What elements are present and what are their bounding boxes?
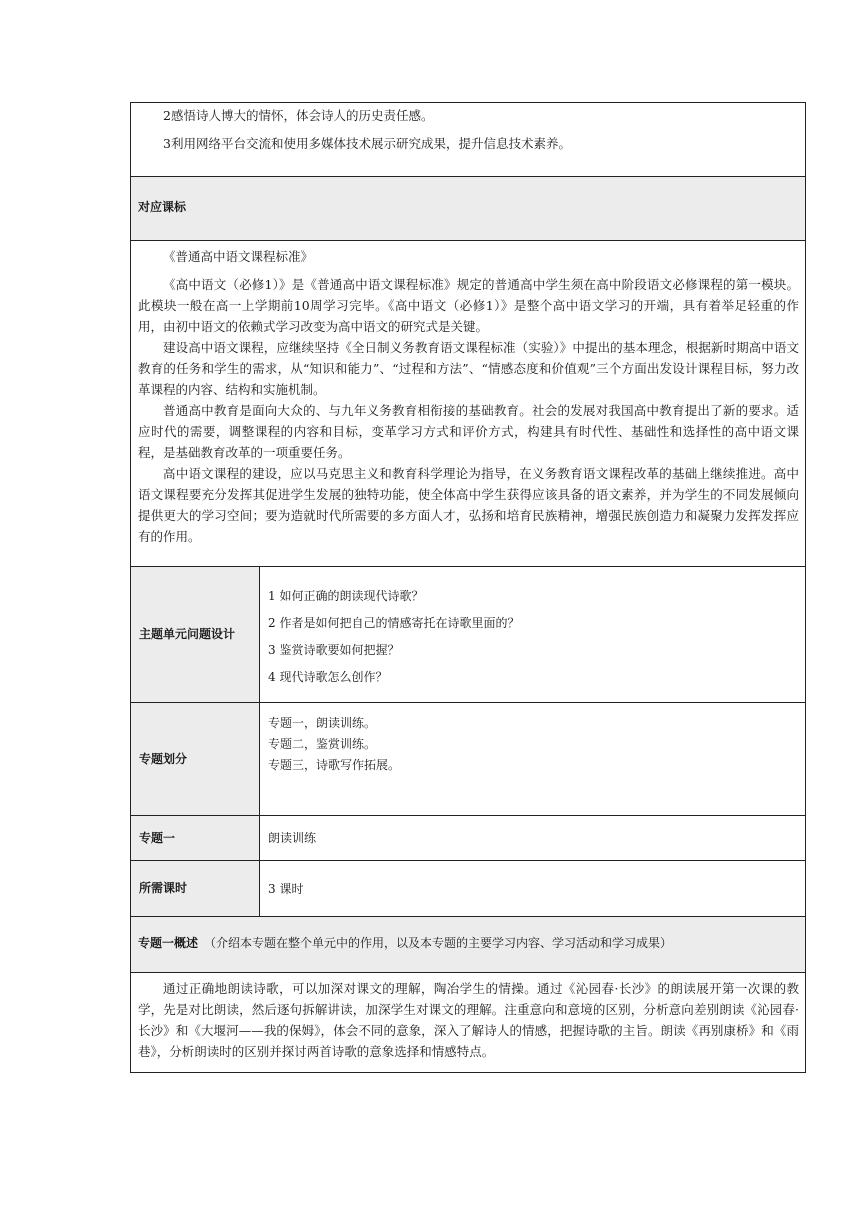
standards-content-row — [131, 241, 806, 567]
standards-paragraph: 普通高中教育是面向大众的、与九年义务教育相衔接的基础教育。社会的发展对我国高中教育提出了新的要求。适应时代的需要，调整课程的内容和目标，变革学习方式和评价方式，构建具有时代性、基础性和选择性的高中语文课程，是基础教育改革的一项重要任务。 — [138, 403, 799, 460]
overview-text-cell — [131, 973, 805, 1072]
overview-note: （介绍本专题在整个单元中的作用，以及本专题的主要学习内容、学习活动和学习成果） — [204, 936, 673, 950]
overview-text-row — [131, 973, 806, 1073]
lesson-plan-table — [130, 102, 806, 1073]
topic-one-row — [131, 816, 806, 861]
overview-header — [131, 917, 805, 972]
hours-value: 3 课时 — [268, 881, 304, 896]
topic-one-label: 专题一 — [131, 816, 260, 860]
standards-header: 对应课标 — [138, 200, 187, 214]
topic-item: 专题二，鉴赏训练。 — [268, 737, 377, 751]
goals-row — [131, 103, 806, 177]
standards-title: 《普通高中语文课程标准》 — [163, 249, 314, 264]
question-item: 3 鉴赏诗歌要如何把握？ — [268, 643, 400, 657]
standards-paragraph: 高中语文课程的建设，应以马克思主义和教育科学理论为指导，在义务教育语文课程改革的基础上继续推进。高中语文课程要充分发挥其促进学生发展的独特功能，使全体高中学生获得应该具备的语文素养，并为学生的不同发展倾向提供更大的学习空间；要为造就时代所需要的多方面人才，弘扬和培育民族精神，增强民族创造力和凝聚力发挥发挥应有的作用。 — [138, 466, 799, 544]
topic-item: 专题一，朗读训练。 — [268, 716, 377, 730]
hours-row — [131, 861, 806, 917]
theme-questions-label: 主题单元问题设计 — [131, 567, 260, 702]
overview-label: 专题一概述 — [138, 936, 199, 950]
question-item: 2 作者是如何把自己的情感寄托在诗歌里面的？ — [268, 616, 520, 630]
topic-item: 专题三，诗歌写作拓展。 — [268, 758, 401, 772]
hours-label: 所需课时 — [131, 861, 260, 916]
goal-item: 3利用网络平台交流和使用多媒体技术展示研究成果，提升信息技术素养。 — [163, 136, 571, 151]
topics-row — [131, 703, 806, 816]
standards-paragraph: 《高中语文（必修1）》是《普通高中语文课程标准》规定的普通高中学生须在高中阶段语文必修课程的第一模块。此模块一般在高一上学期前10周学习完毕。《高中语文（必修1）》是整个高中语文学习的开端，具有着举足轻重的作用，由初中语文的依赖式学习改变为高中语文的研究式是关键。 — [138, 277, 799, 334]
standards-paragraph: 建设高中语文课程，应继续坚持《全日制义务教育语文课程标准（实验）》中提出的基本理念，根据新时期高中语文教育的任务和学生的需求，从“知识和能力”、“过程和方法”、“情感态度和价值观”三个方面出发设计课程目标，努力改革课程的内容、结构和实施机制。 — [138, 340, 799, 397]
overview-header-row — [131, 917, 806, 973]
theme-questions-list — [260, 567, 805, 702]
topics-label: 专题划分 — [131, 703, 260, 815]
question-item: 4 现代诗歌怎么创作？ — [268, 670, 388, 684]
topics-list — [260, 703, 805, 815]
topic-one-value: 朗读训练 — [268, 831, 317, 845]
standards-header-row — [131, 177, 806, 241]
overview-text: 通过正确地朗读诗歌，可以加深对课文的理解，陶冶学生的情操。通过《沁园春·长沙》的朗读展开第一次课的教学，先是对比朗读，然后逐句拆解讲读，加深学生对课文的理解。注重意向和意境的区别，分析意向差别朗读《沁园春·长沙》和《大堰河——我的保姆》，体会不同的意象，深入了解诗人的情感，把握诗歌的主旨。朗读《再别康桥》和《雨巷》，分析朗读时的区别并探讨两首诗歌的意象选择和情感特点。 — [138, 981, 799, 1059]
theme-questions-row — [131, 567, 806, 703]
goals-cell — [131, 103, 805, 176]
question-item: 1 如何正确的朗读现代诗歌？ — [268, 589, 424, 603]
goal-item: 2感悟诗人博大的情怀，体会诗人的历史责任感。 — [163, 108, 434, 123]
standards-content — [131, 241, 805, 566]
